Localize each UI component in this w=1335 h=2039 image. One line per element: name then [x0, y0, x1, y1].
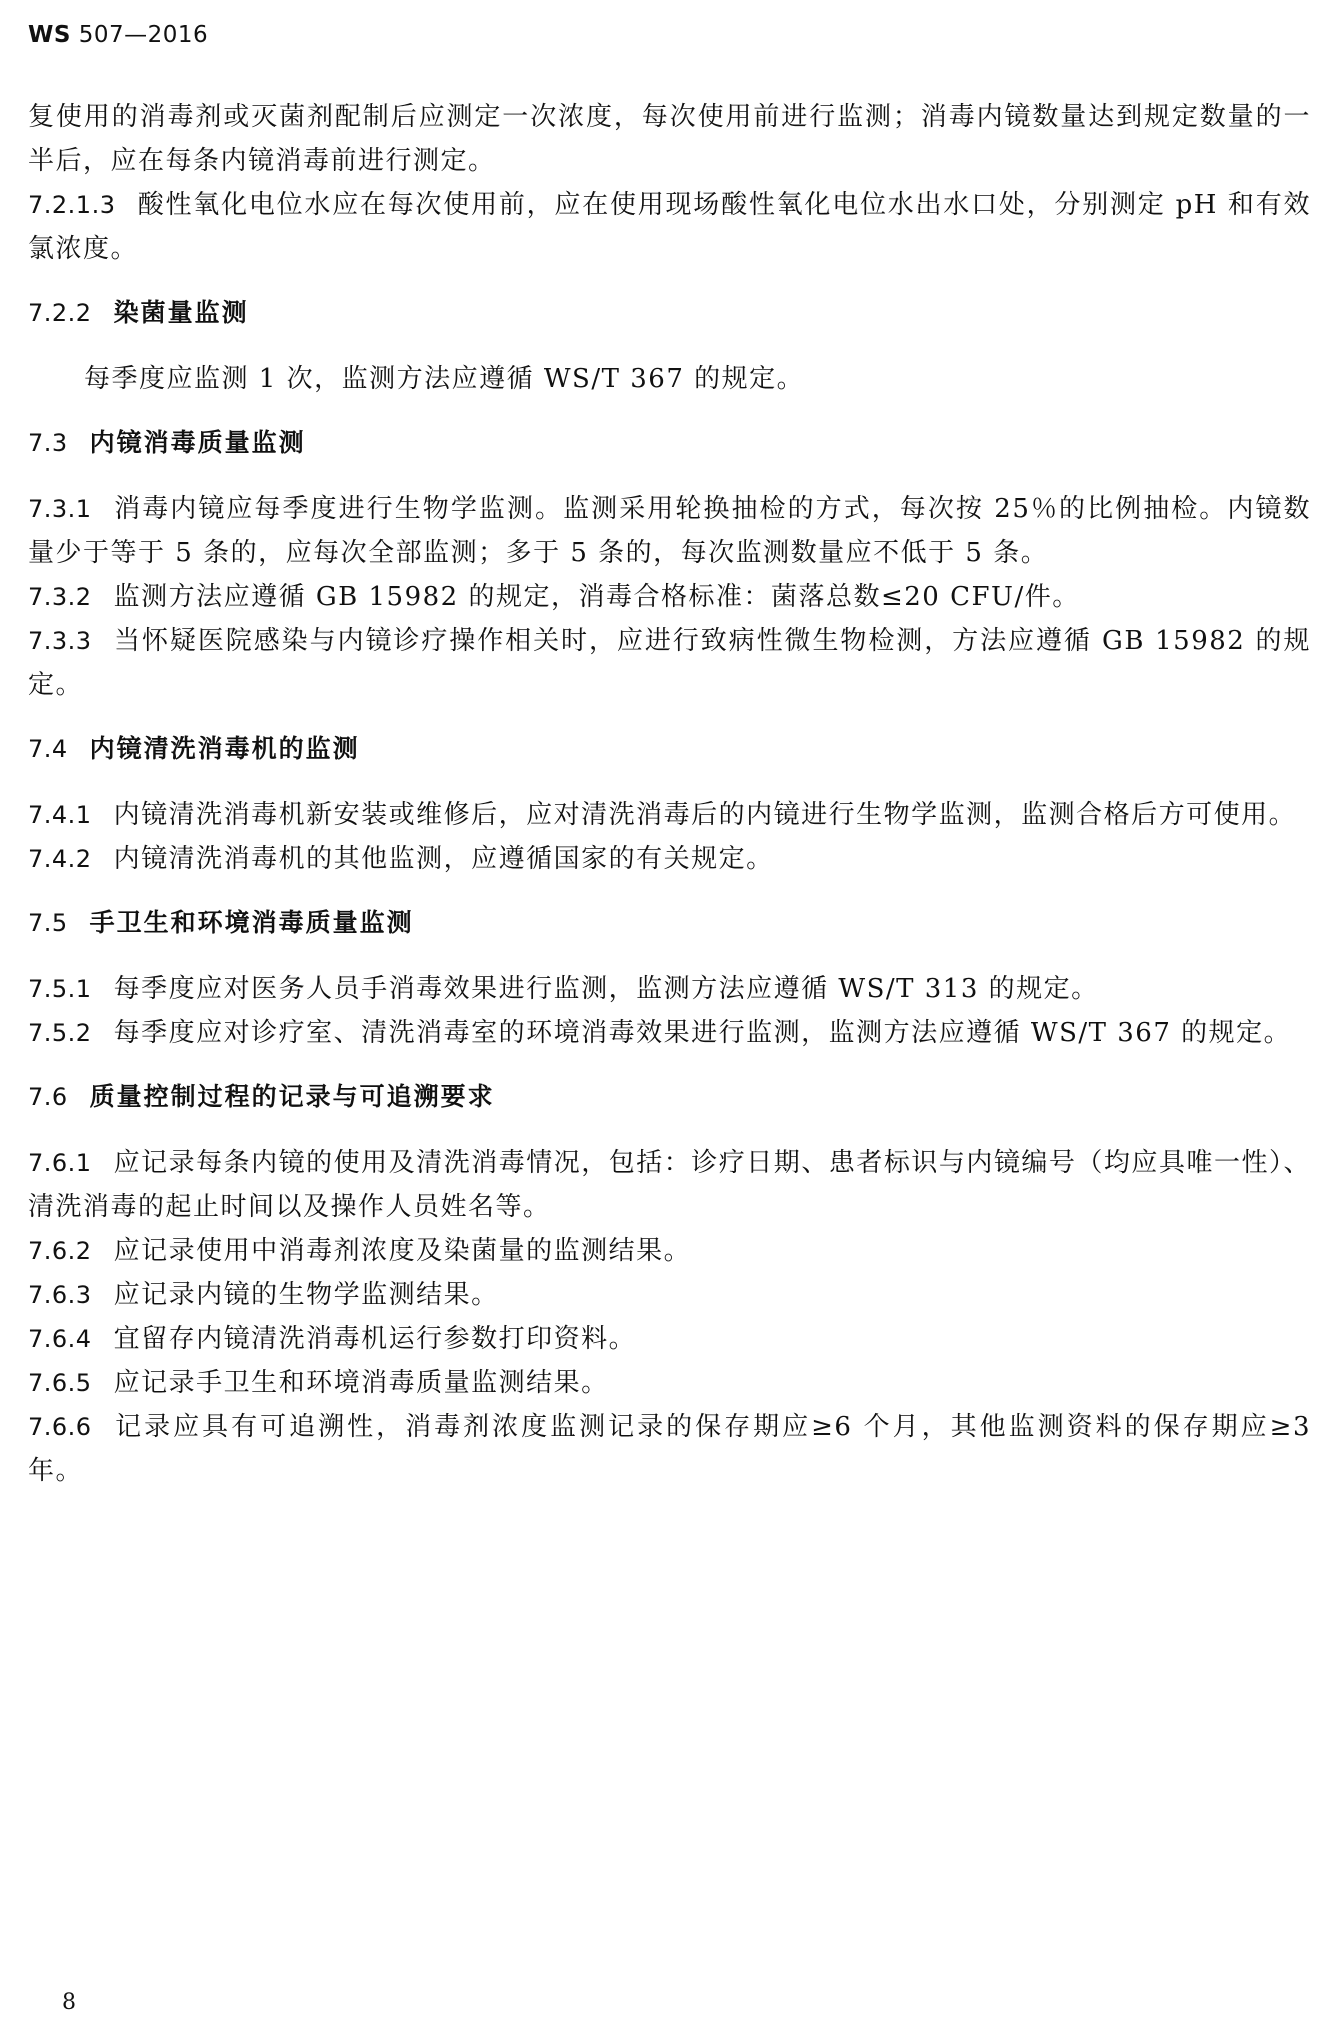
clause-text: 记录应具有可追溯性，消毒剂浓度监测记录的保存期应≥6 个月，其他监测资料的保存期应≥3 年。	[28, 1412, 1311, 1486]
clause-number: 7.6.6	[28, 1413, 92, 1441]
clause-number: 7.4.1	[28, 801, 92, 829]
paragraph-7-2-2	[28, 357, 1311, 401]
clause-7-3-2	[28, 575, 1311, 619]
section-heading-7-2-2	[28, 291, 1311, 335]
clause-7-6-1	[28, 1141, 1311, 1229]
clause-text: 监测方法应遵循 GB 15982 的规定，消毒合格标准：菌落总数≤20 CFU/件。	[113, 582, 1080, 612]
clause-text: 消毒内镜应每季度进行生物学监测。监测采用轮换抽检的方式，每次按 25％的比例抽检。内镜数量少于等于 5 条的，应每次全部监测；多于 5 条的，每次监测数量应不低于 5 条。	[28, 494, 1311, 568]
section-number: 7.5	[28, 909, 68, 937]
clause-7-3-1	[28, 487, 1311, 575]
section-title: 质量控制过程的记录与可追溯要求	[89, 1082, 495, 1111]
standard-number: 507—2016	[78, 22, 209, 48]
clause-text: 内镜清洗消毒机的其他监测，应遵循国家的有关规定。	[113, 844, 774, 874]
section-number: 7.6	[28, 1083, 68, 1111]
clause-text: 每季度应对诊疗室、清洗消毒室的环境消毒效果进行监测，监测方法应遵循 WS/T 367 的规定。	[113, 1018, 1292, 1048]
standard-code	[28, 22, 208, 48]
document-body	[28, 95, 1311, 1493]
clause-number: 7.3.2	[28, 583, 92, 611]
clause-number: 7.6.4	[28, 1325, 92, 1353]
clause-number: 7.6.3	[28, 1281, 92, 1309]
clause-7-6-3	[28, 1273, 1311, 1317]
paragraph-continuation	[28, 95, 1311, 183]
clause-7-6-6	[28, 1405, 1311, 1493]
clause-number: 7.6.1	[28, 1149, 92, 1177]
clause-text: 内镜清洗消毒机新安装或维修后，应对清洗消毒后的内镜进行生物学监测，监测合格后方可使用。	[113, 800, 1297, 830]
section-number: 7.2.2	[28, 299, 92, 327]
clause-7-6-5	[28, 1361, 1311, 1405]
clause-text: 应记录每条内镜的使用及清洗消毒情况，包括：诊疗日期、患者标识与内镜编号（均应具唯一性）、清洗消毒的起止时间以及操作人员姓名等。	[28, 1148, 1311, 1222]
clause-number: 7.5.1	[28, 975, 92, 1003]
section-number: 7.3	[28, 429, 68, 457]
clause-text: 酸性氧化电位水应在每次使用前，应在使用现场酸性氧化电位水出水口处，分别测定 pH 和有效氯浓度。	[28, 190, 1311, 264]
section-heading-7-3	[28, 421, 1311, 465]
clause-7-4-1	[28, 793, 1311, 837]
clause-text: 应记录手卫生和环境消毒质量监测结果。	[113, 1368, 609, 1398]
paragraph-text: 每季度应监测 1 次，监测方法应遵循 WS/T 367 的规定。	[84, 364, 805, 394]
section-number: 7.4	[28, 735, 68, 763]
paragraph-text: 复使用的消毒剂或灭菌剂配制后应测定一次浓度，每次使用前进行监测；消毒内镜数量达到规定数量的一半后，应在每条内镜消毒前进行测定。	[28, 102, 1311, 176]
clause-7-2-1-3	[28, 183, 1311, 271]
clause-text: 应记录使用中消毒剂浓度及染菌量的监测结果。	[113, 1236, 692, 1266]
clause-7-5-1	[28, 967, 1311, 1011]
clause-7-6-2	[28, 1229, 1311, 1273]
clause-number: 7.4.2	[28, 845, 92, 873]
clause-number: 7.2.1.3	[28, 191, 116, 219]
section-heading-7-4	[28, 727, 1311, 771]
clause-number: 7.3.3	[28, 627, 92, 655]
section-heading-7-6	[28, 1075, 1311, 1119]
section-title: 染菌量监测	[113, 298, 249, 327]
section-title: 内镜清洗消毒机的监测	[89, 734, 360, 763]
clause-text: 应记录内镜的生物学监测结果。	[113, 1280, 499, 1310]
clause-number: 7.6.5	[28, 1369, 92, 1397]
clause-text: 每季度应对医务人员手消毒效果进行监测，监测方法应遵循 WS/T 313 的规定。	[113, 974, 1099, 1004]
section-title: 内镜消毒质量监测	[89, 428, 306, 457]
clause-7-3-3	[28, 619, 1311, 707]
clause-number: 7.6.2	[28, 1237, 92, 1265]
section-title: 手卫生和环境消毒质量监测	[89, 908, 414, 937]
clause-7-5-2	[28, 1011, 1311, 1055]
clause-text: 当怀疑医院感染与内镜诊疗操作相关时，应进行致病性微生物检测，方法应遵循 GB 15982 的规定。	[28, 626, 1311, 700]
standard-prefix: WS	[28, 22, 71, 48]
clause-text: 宜留存内镜清洗消毒机运行参数打印资料。	[113, 1324, 637, 1354]
page-number: 8	[62, 1990, 76, 2015]
clause-7-4-2	[28, 837, 1311, 881]
clause-number: 7.3.1	[28, 495, 92, 523]
section-heading-7-5	[28, 901, 1311, 945]
clause-7-6-4	[28, 1317, 1311, 1361]
clause-number: 7.5.2	[28, 1019, 92, 1047]
